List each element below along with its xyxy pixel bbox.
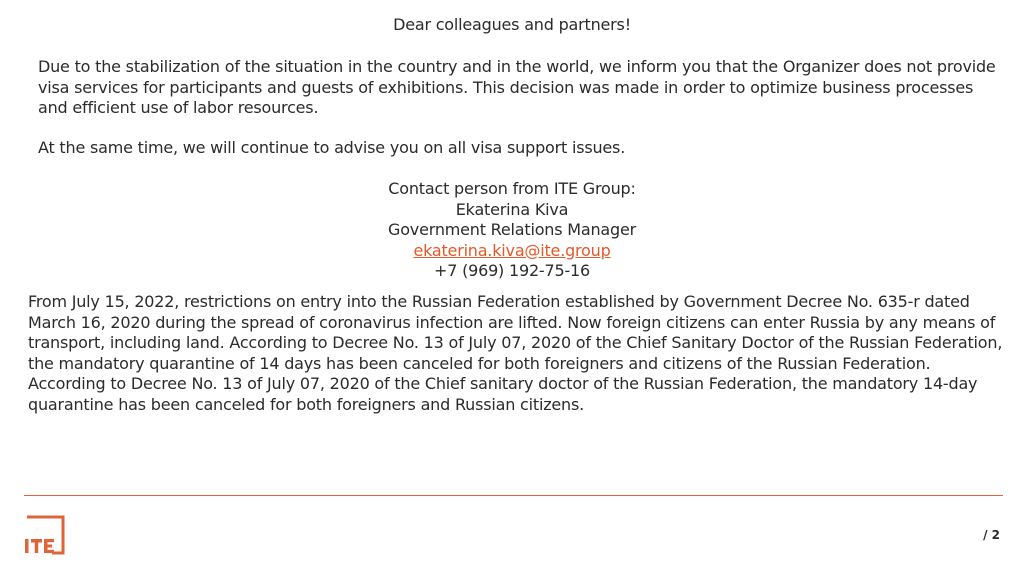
greeting-heading: Dear colleagues and partners! — [393, 15, 631, 34]
contact-phone: +7 (969) 192-75-16 — [434, 261, 590, 280]
contact-title: Government Relations Manager — [388, 220, 636, 239]
notice-paragraph-2: According to Decree No. 13 of July 07, 2020 of the Chief sanitary doctor of the Russian Federation, the mandatory 14-day quarantine has been canceled for both foreigners and Russian citizens. — [28, 374, 978, 414]
contact-name: Ekaterina Kiva — [455, 199, 569, 219]
page-number: / 2 — [983, 528, 1000, 542]
visa-advice-paragraph: At the same time, we will continue to advise you on all visa support issues. — [38, 138, 626, 157]
notice-paragraph-1: From July 15, 2022, restrictions on entry into the Russian Federation established by Government Decree No. 635-r dated March 16, 2020 during the spread of coronavirus infection are lifted. Now foreign citizens can enter Russia by any means of transport, including land. According to Decree No. 13 of July 07, 2020 of the Chief Sanitary Doctor of the Russian Federation, the mandatory quarantine of 14 days has been canceled for both foreigners and citizens of the Russian Federation. — [28, 292, 1003, 373]
ite-logo — [24, 515, 66, 555]
contact-email-link[interactable]: ekaterina.kiva@ite.group — [413, 240, 611, 260]
contact-heading: Contact person from ITE Group: — [388, 179, 636, 198]
visa-services-paragraph: Due to the stabilization of the situation in the country and in the world, we inform you that the Organizer does not provide visa services for participants and guests of exhibitions. This decision was made in order to optimize business processes and efficient use of labor resources. — [38, 57, 996, 117]
entry-restrictions-notice — [28, 292, 1003, 415]
contact-block — [0, 179, 1024, 282]
footer-divider — [24, 495, 1003, 496]
